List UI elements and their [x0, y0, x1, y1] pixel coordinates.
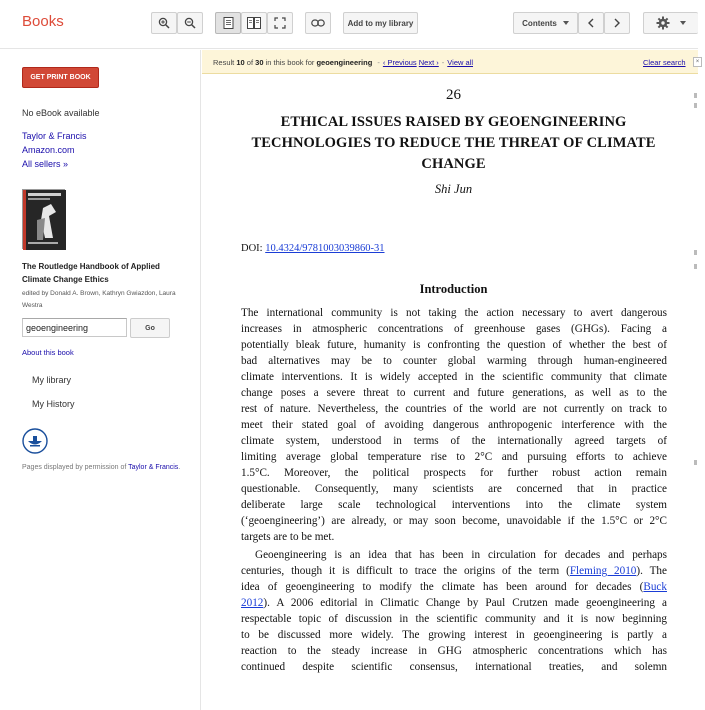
go-button[interactable]: Go [130, 318, 170, 338]
permission-suffix: . [178, 464, 181, 471]
text-span: centuries, though it is difficult to trace the origins of the term ( [241, 565, 570, 577]
publisher-link[interactable]: Taylor & Francis [128, 464, 179, 471]
text-line: reaction to the steady increase in GHG atmospheric concentrations which has [241, 645, 667, 657]
text-line: 1.5°C. Moreover, the political prospects for further robust action remain [241, 467, 667, 479]
text-line: climate interventions. It is widely accepted in the scientific community that climate [241, 371, 667, 383]
publisher-lamp-icon [22, 428, 48, 454]
previous-result-link[interactable]: ‹ Previous [382, 58, 417, 67]
book-authors: edited by Donald A. Brown, Kathryn Gwiazdon, Laura Westra [22, 290, 176, 309]
text-span: idea of geoengineering to modify the climate has been around for decades ( [241, 581, 644, 593]
text-line: Geoengineering is an idea that has been in circulation for decades and perhaps [255, 549, 667, 561]
text-line: bad alternatives may be to counter global warming through human-engineered [241, 355, 667, 367]
no-ebook-text: No eBook available [22, 108, 100, 118]
citation-link-buck-year[interactable]: 2012 [241, 597, 264, 609]
search-result-bar [202, 50, 698, 74]
doi-label: DOI: [241, 243, 263, 254]
section-heading: Introduction [419, 282, 488, 296]
result-query: geoengineering [316, 58, 373, 67]
text-line: meet their stated goal of avoiding dangerous anthropogenic interference with the [241, 419, 667, 431]
previous-page-button[interactable] [578, 12, 604, 34]
edge-marker [694, 103, 697, 108]
result-total: 30 [255, 58, 264, 67]
my-library-link[interactable]: My library [32, 375, 72, 385]
book-cover-image [23, 190, 66, 250]
edge-marker [694, 250, 697, 255]
two-page-view-button[interactable] [241, 12, 267, 34]
book-page [202, 75, 698, 710]
doi-line [241, 243, 385, 254]
result-summary [213, 58, 473, 67]
single-page-view-button[interactable] [215, 12, 241, 34]
chevron-down-icon [680, 21, 686, 25]
text-line: targets are to be met. [241, 531, 335, 543]
about-this-book-link[interactable]: About this book [22, 348, 74, 357]
seller-link-taylor-francis[interactable]: Taylor & Francis [22, 131, 87, 141]
my-history-link[interactable]: My History [32, 399, 75, 409]
result-prefix: Result [213, 58, 235, 67]
books-logo[interactable]: Books [22, 13, 64, 30]
text-line: questionable. Consequently, many scientists are concerned that in practice [241, 483, 667, 495]
zoom-out-button[interactable] [177, 12, 203, 34]
top-toolbar [0, 0, 698, 49]
permission-prefix: Pages displayed by permission of [22, 464, 127, 471]
chevron-left-icon [587, 18, 595, 28]
view-all-link[interactable]: View all [447, 58, 473, 67]
text-line: rest of nature. Nevertheless, the countries of the world are not currently on track to [241, 403, 667, 415]
separator: - [377, 58, 380, 67]
text-line: The international community is not taking the action necessary to avert dangerous [241, 307, 667, 319]
result-of: of [246, 58, 254, 67]
text-line [241, 563, 667, 579]
fullscreen-button[interactable] [267, 12, 293, 34]
text-line: to be discussed more widely. The growing interest in geoengineering is partly a [241, 629, 667, 641]
two-page-icon [247, 17, 261, 29]
link-icon [311, 19, 325, 27]
text-span: ). The [636, 565, 667, 577]
citation-link-fleming[interactable]: Fleming 2010 [569, 565, 637, 577]
text-line: change poses a severe threat to current and future generations, as well as to the [241, 387, 667, 399]
text-line: respectable topic of discussion in the scientific community and it is now beginning [241, 613, 667, 625]
gear-icon [656, 16, 670, 30]
chapter-author: Shi Jun [434, 182, 473, 196]
edge-marker [694, 264, 697, 269]
zoom-out-icon [184, 17, 196, 29]
separator: - [441, 58, 445, 67]
contents-label: Contents [522, 18, 557, 28]
text-span: ). A 2006 editorial in Climatic Change by Paul Crutzen made geoengineering a [263, 597, 667, 609]
text-line: (‘geoengineering’) are already, or may soon become, unavoidable if the 1.5°C or 2°C [241, 515, 667, 527]
search-in-book-input[interactable] [22, 318, 127, 337]
text-line: potentially bleak future, humanity is confronting the question of whether the best of [241, 339, 667, 351]
get-print-book-button[interactable]: GET PRINT BOOK [22, 67, 99, 88]
publisher-logo[interactable] [22, 428, 48, 454]
chevron-down-icon [563, 21, 569, 25]
seller-link-amazon[interactable]: Amazon.com [22, 145, 75, 155]
fullscreen-icon [274, 17, 286, 29]
link-button[interactable] [305, 12, 331, 34]
next-page-button[interactable] [604, 12, 630, 34]
add-to-library-label: Add to my library [347, 18, 414, 28]
text-line [241, 579, 667, 595]
text-line: climate system, understood in terms of the internationally agreed targets of [241, 435, 667, 447]
book-cover[interactable] [22, 189, 65, 249]
clear-search-link[interactable]: Clear search [643, 58, 686, 67]
doi-link[interactable]: 10.4324/9781003039860-31 [265, 243, 385, 254]
book-title[interactable]: The Routledge Handbook of Applied Climate Change Ethics [22, 262, 160, 284]
permission-note [22, 461, 182, 474]
text-line: limiting average global temperature rise to 2°C and pursuing efforts to achieve [241, 451, 667, 463]
zoom-in-button[interactable] [151, 12, 177, 34]
result-in-book-for: in this book for [265, 58, 315, 67]
add-to-library-button[interactable] [343, 12, 418, 34]
text-line: continued despite scientific consensus, international treaties, and solemn [241, 661, 667, 673]
single-page-icon [223, 17, 234, 29]
result-current: 10 [236, 58, 245, 67]
edge-marker [694, 93, 697, 98]
chapter-number: 26 [446, 87, 461, 103]
citation-link-buck[interactable]: Buck [643, 581, 667, 593]
contents-dropdown[interactable] [513, 12, 578, 34]
text-line: deliberate large scale technological interventions into the climate system [241, 499, 667, 511]
edge-marker [694, 460, 697, 465]
next-result-link[interactable]: Next › [418, 58, 439, 67]
seller-link-all-sellers[interactable]: All sellers » [22, 159, 69, 169]
chevron-right-icon [613, 18, 621, 28]
close-icon[interactable]: × [693, 57, 702, 67]
text-line [241, 595, 667, 611]
chapter-title: ETHICAL ISSUES RAISED BY GEOENGINEERING TECHNOLOGIES TO REDUCE THE THREAT OF CLIMATE CHANGE [251, 114, 656, 172]
settings-dropdown[interactable] [643, 12, 698, 34]
text-line: increases in atmospheric concentrations of greenhouse gases (GHGs). Facing a [241, 323, 667, 335]
sidebar [0, 50, 201, 710]
zoom-in-icon [158, 17, 170, 29]
